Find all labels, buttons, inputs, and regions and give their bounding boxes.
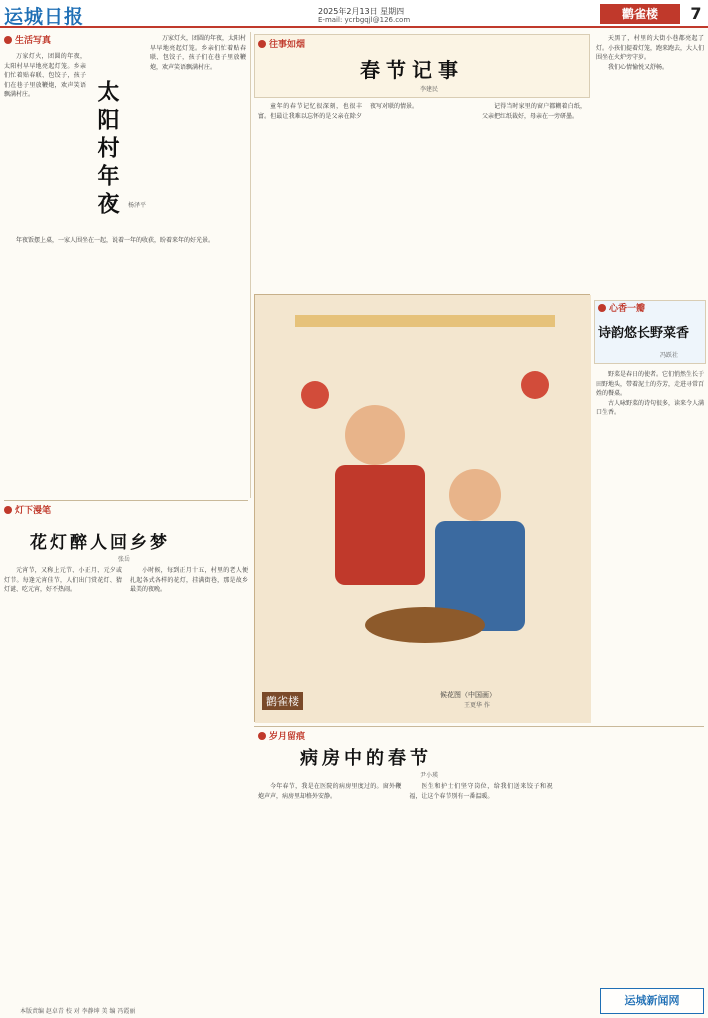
article5-paragraph: 今年春节，我是在医院的病房里度过的。窗外鞭炮声声，病房里却格外安静。 — [258, 783, 402, 800]
section-tag-heart: 心香一瓣 — [598, 302, 688, 316]
article3-paragraph: 元宵节，又称上元节、小正月、元夕或灯节。每逢元宵佳节，人们出门赏花灯、猜灯谜、吃元宵，好不热闹。 — [4, 567, 122, 593]
painting-image — [254, 294, 590, 722]
section-tag-years: 岁月留痕 — [258, 730, 348, 744]
article5-title: 病房中的春节 — [300, 748, 432, 769]
article2-author: 李建民 — [420, 86, 439, 93]
article1-author: 杨泽平 — [128, 202, 147, 209]
article1-paragraph: 万家灯火，团圆的年夜，太阳村早早地亮起灯笼。乡亲们忙着贴春联、包饺子，孩子们在巷子里放鞭炮，欢声笑语飘满村庄。 — [4, 53, 86, 98]
painting-caption: 候花图（中国画） — [440, 691, 496, 699]
site-watermark: 运城新闻网 — [600, 988, 704, 1014]
article1-column-b — [4, 236, 246, 466]
article5-body — [258, 782, 704, 986]
section-name: 鹳雀楼 — [600, 4, 680, 24]
column-divider — [250, 32, 251, 498]
article2-paragraph: 童年的春节记忆很深刻，也很丰富。但最让我难以忘怀的是父亲在除夕夜写对联的情景。 — [258, 103, 419, 120]
article1-column-c — [150, 34, 246, 234]
article5-paragraph: 医生和护士们坚守岗位，给我们送来饺子和祝福，让这个春节别有一番温暖。 — [409, 783, 553, 800]
article4-title: 诗韵悠长野菜香 — [598, 326, 690, 341]
section-divider — [4, 500, 248, 501]
section-tag-memory: 往事如烟 — [258, 38, 348, 52]
article6-closing: 我们心情愉悦又舒畅。 — [608, 63, 669, 71]
article6-paragraph: 天黑了，村里的大街小巷都亮起了灯。小孩们提着灯笼，跑来跑去，大人们围坐在火炉旁守岁。 — [596, 35, 704, 61]
article4-body — [596, 370, 704, 720]
article3-title: 花灯醉人回乡梦 — [30, 533, 170, 553]
masthead — [0, 0, 708, 28]
article1-column-a — [4, 52, 86, 232]
newspaper-logo: 运城日报 — [4, 6, 85, 28]
section-tag-life: 生活写真 — [4, 34, 94, 48]
page-number: 7 — [690, 4, 702, 23]
painting-artist: 王更华 作 — [464, 702, 490, 709]
article4-paragraph: 古人咏野菜的诗句很多，读来令人满口生香。 — [596, 399, 704, 416]
article5-author: 尹小瑛 — [420, 772, 439, 779]
article1-title: 太阳村年夜 — [94, 80, 120, 220]
section-tag-lamp: 灯下漫笔 — [4, 504, 94, 518]
article4-author: 冯跃社 — [660, 352, 679, 359]
article6-column — [596, 34, 704, 294]
painting-section-label: 鹳雀楼 — [262, 692, 303, 710]
article3-body — [4, 566, 248, 1002]
article2-paragraph: 记得当时家里的窗户都糊着白纸，父亲把红纸裁好，母亲在一旁研墨。 — [482, 103, 586, 120]
page-footer: 本版责编 赵卓青 校 对 李静坤 美 编 冯霞丽 — [20, 1008, 136, 1015]
article1-paragraph: 年夜饭摆上桌，一家人围坐在一起，说着一年的收获，盼着来年的好光景。 — [16, 237, 215, 244]
section-divider — [254, 726, 704, 727]
issue-date: 2025年2月13日 星期四 — [318, 7, 405, 16]
article3-author: 张岳 — [118, 556, 131, 563]
article1-paragraph: 万家灯火，团圆的年夜，太阳村早早地亮起灯笼。乡亲们忙着贴春联、包饺子，孩子们在巷子里放鞭炮，欢声笑语飘满村庄。 — [150, 35, 246, 71]
article4-paragraph: 野菜是春日的使者。它们悄然生长于田野地头，带着泥土的芬芳，走进寻常百姓的餐桌。 — [596, 371, 704, 397]
article3-paragraph: 小时候，每到正月十五，村里的老人便扎起各式各样的花灯，挂满街巷，那是故乡最美的夜晚。 — [130, 567, 248, 593]
article2-title: 春节记事 — [360, 58, 464, 82]
article2-body — [258, 102, 586, 288]
contact-email: E-mail: ycrbgqjl@126.com — [318, 16, 411, 24]
painting-illustration — [255, 295, 591, 723]
